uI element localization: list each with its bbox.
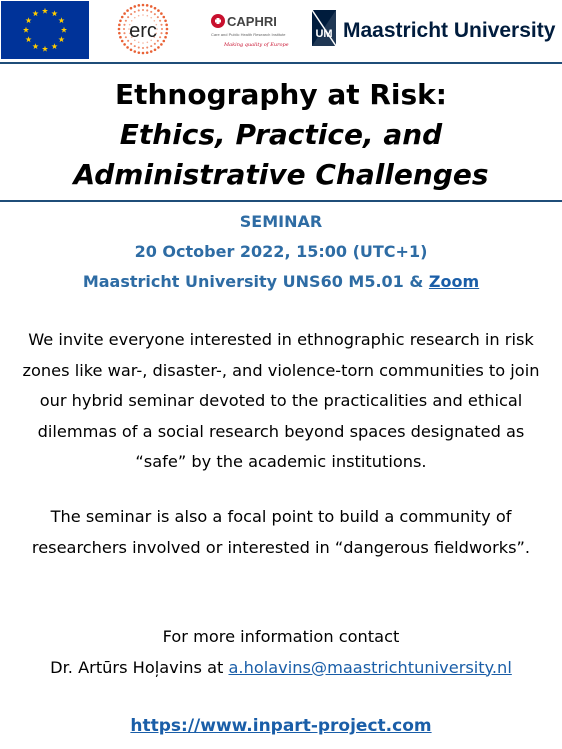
erc-dot: [134, 17, 136, 19]
title-divider: [0, 200, 562, 202]
eu-flag-logo: [1, 1, 89, 59]
erc-dot: [118, 24, 121, 27]
erc-dot: [123, 12, 126, 15]
erc-dot: [154, 7, 157, 10]
erc-dot: [138, 9, 140, 11]
event-datetime: 20 October 2022, 15:00 (UTC+1): [134, 242, 428, 261]
erc-dot: [154, 43, 156, 45]
erc-dot: [142, 14, 144, 16]
erc-dot: [157, 40, 159, 42]
erc-dot: [126, 9, 129, 12]
erc-dot: [119, 36, 122, 39]
description-line: researchers involved or interested in “dangerous fieldworks”.: [31, 537, 531, 557]
erc-dot: [150, 11, 152, 13]
erc-dot: [159, 36, 161, 38]
erc-dot: [134, 11, 136, 13]
erc-dot: [138, 4, 141, 7]
page-title-line2: Ethics, Practice, and: [119, 118, 443, 151]
erc-dot: [146, 51, 149, 54]
page-title-line3: Administrative Challenges: [73, 158, 489, 191]
logo-bar: [0, 0, 562, 62]
erc-dot: [157, 9, 160, 12]
description-line: dilemmas of a social research beyond spaces designated as: [37, 421, 525, 441]
erc-dot: [160, 43, 163, 46]
erc-dot: [130, 43, 132, 45]
erc-dot: [130, 13, 132, 15]
erc-dot: [123, 43, 126, 46]
erc-dot: [146, 9, 148, 11]
erc-dot: [123, 32, 125, 34]
description-line: We invite everyone interested in ethnographic research in risk: [28, 330, 534, 349]
erc-dot: [142, 4, 145, 7]
erc-logo: [112, 2, 174, 56]
erc-dot: [130, 48, 133, 51]
description-line: our hybrid seminar devoted to the practicalities and ethical: [39, 391, 523, 410]
erc-dot: [165, 24, 168, 27]
description-line: The seminar is also a focal point to build a community of: [50, 507, 512, 526]
erc-dot: [164, 19, 167, 22]
erc-logo-text: erc: [129, 20, 157, 42]
erc-dot: [126, 46, 129, 49]
um-name: Maastricht University: [343, 19, 556, 42]
erc-dot: [138, 46, 140, 48]
erc-dot: [142, 52, 145, 55]
erc-dot: [157, 16, 159, 18]
erc-dot: [154, 13, 156, 15]
erc-dot: [146, 46, 148, 48]
erc-dot: [154, 48, 157, 51]
erc-dot: [123, 24, 125, 26]
erc-dot: [121, 16, 124, 19]
erc-dot: [150, 50, 153, 53]
erc-dot: [160, 24, 162, 26]
website-link[interactable]: https://www.inpart-project.com: [130, 716, 432, 736]
top-divider: [0, 62, 562, 64]
caphri-logo: [196, 2, 302, 58]
erc-dot: [125, 36, 127, 38]
erc-dot: [119, 19, 122, 22]
erc-dot: [150, 45, 152, 47]
caphri-logo-name: CAPHRI: [227, 14, 277, 29]
erc-dot: [142, 9, 144, 11]
um-monogram: UM: [315, 28, 333, 40]
erc-dot: [125, 20, 127, 22]
contact-intro: For more information contact: [162, 627, 400, 646]
description-line: “safe” by the academic institutions.: [135, 452, 427, 471]
erc-dot: [123, 28, 125, 30]
erc-dot: [118, 32, 121, 35]
erc-dot: [164, 36, 167, 39]
description-paragraph-1: [0, 325, 562, 478]
erc-dot: [142, 47, 144, 49]
erc-dot: [147, 15, 149, 17]
erc-dot: [162, 16, 165, 19]
erc-dot: [133, 50, 136, 53]
page-title-line1: Ethnography at Risk:: [114, 78, 447, 111]
erc-dot: [134, 45, 136, 47]
erc-dot: [160, 12, 163, 15]
erc-dot: [138, 51, 141, 54]
erc-dot: [160, 32, 162, 34]
caphri-logo-subtitle: Care and Public Health Research Institute: [211, 32, 286, 37]
erc-dot: [166, 28, 169, 31]
erc-dot: [159, 20, 161, 22]
erc-dot: [130, 7, 133, 10]
erc-dot: [138, 15, 140, 17]
erc-dot: [161, 28, 163, 30]
erc-dot: [157, 46, 160, 49]
erc-dot: [150, 17, 152, 19]
maastricht-university-logo: [310, 6, 560, 52]
description-paragraph-2: [0, 502, 562, 563]
erc-dot: [146, 4, 149, 7]
email-link[interactable]: a.holavins@maastrichtuniversity.nl: [228, 657, 512, 677]
caphri-logo-tagline: Making quality of Europe: [224, 42, 289, 48]
contact-block: [0, 622, 562, 683]
erc-dot: [150, 5, 153, 8]
erc-dot: [121, 40, 124, 43]
erc-dot: [133, 5, 136, 8]
description-line: zones like war-, disaster-, and violence-torn communities to join: [22, 360, 540, 380]
contact-name: Dr. Artūrs Hoļavins at: [50, 657, 229, 677]
erc-dot: [162, 40, 165, 43]
zoom-link[interactable]: Zoom: [428, 272, 480, 291]
venue-text: Maastricht University UNS60 M5.01 &: [82, 272, 429, 291]
event-type: SEMINAR: [239, 212, 323, 231]
contact-line: [0, 653, 562, 684]
erc-dot: [127, 16, 129, 18]
erc-dot: [165, 32, 168, 35]
erc-dot: [142, 42, 144, 44]
event-venue: [0, 272, 562, 292]
erc-dot: [118, 28, 121, 31]
